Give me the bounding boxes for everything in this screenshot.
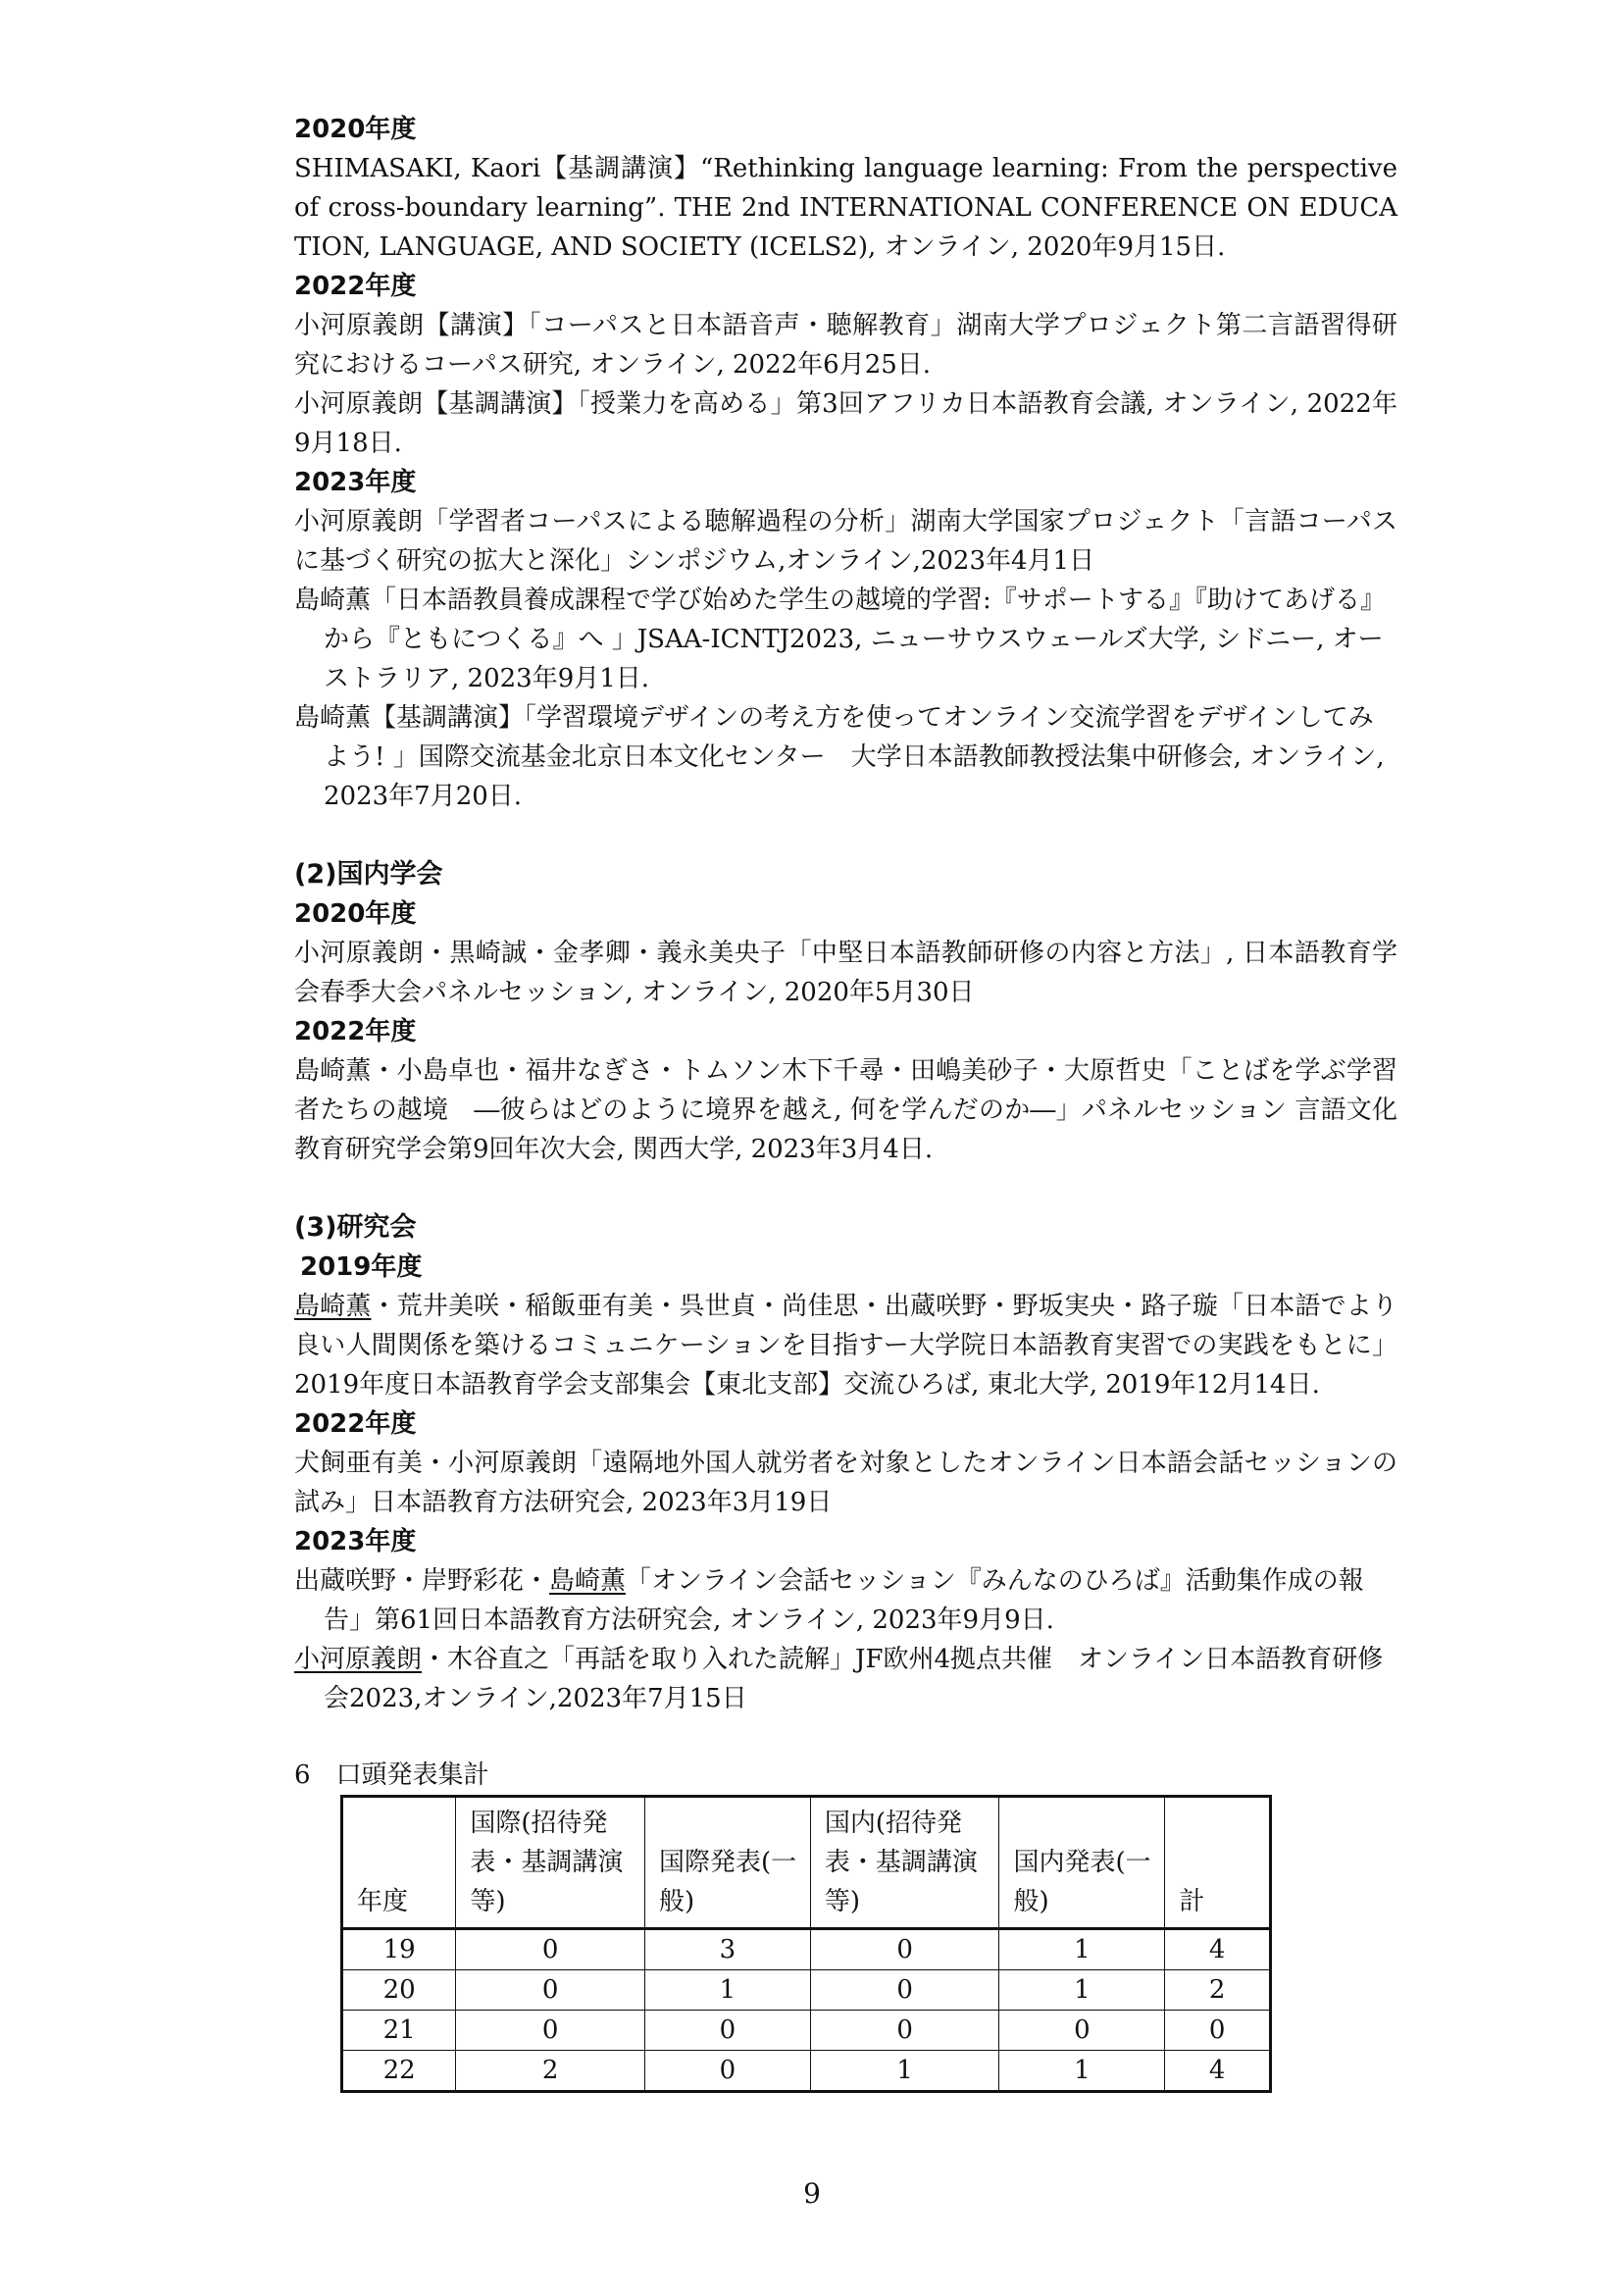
table-header: 年度 (342, 1797, 456, 1929)
summary-table (340, 1795, 1272, 2093)
entry-domestic-2020-1: 小河原義朗・黒崎誠・金孝卿・義永美央子「中堅日本語教師研修の内容と方法」, 日本語教育学会春季大会パネルセッション, オンライン, 2020年5月30日 (294, 939, 1397, 1007)
table-cell: 4 (1165, 2051, 1271, 2092)
year-heading-2019: 2019年度 (300, 1252, 423, 1282)
year-heading-2020: 2020年度 (294, 115, 417, 144)
table-cell: 1 (644, 1970, 810, 2011)
entry-workshop-2023-1 (294, 1561, 1397, 1640)
entry-intl-2022-1: 小河原義朗【講演】「コーパスと日本語音声・聴解教育」湖南大学プロジェクト第二言語習得研究におけるコーパス研究, オンライン, 2022年6月25日. (294, 311, 1397, 380)
section-heading-domestic: (2)国内学会 (294, 859, 443, 890)
entry-intl-2023-1: 小河原義朗「学習者コーパスによる聴解過程の分析」湖南大学国家プロジェクト「言語コーパスに基づく研究の拡大と深化」シンポジウム,オンライン,2023年4月1日 (294, 507, 1397, 576)
table-cell: 0 (810, 2011, 999, 2051)
entry-intl-2023-3: 島崎薫【基調講演】「学習環境デザインの考え方を使ってオンライン交流学習をデザインしてみよう! 」国際交流基金北京日本文化センター 大学日本語教師教授法集中研修会, オンライン, 2023年7月20日. (294, 703, 1385, 811)
table-cell: 0 (810, 1929, 999, 1970)
table-cell: 1 (810, 2051, 999, 2092)
table-cell: 22 (342, 2051, 456, 2092)
table-cell: 0 (644, 2051, 810, 2092)
table-row (342, 2051, 1271, 2092)
table-header: 国内(招待発表・基調講演等) (810, 1797, 999, 1929)
year-heading-2022: 2022年度 (294, 272, 417, 301)
author-underlined: 島崎薫 (294, 1292, 372, 1321)
entry-text: 「オンライン会話セッション『みんなのひろば』活動集作成の報告」第61回日本語教育方法研究会, オンライン, 2023年9月9日. (324, 1566, 1364, 1635)
table-cell: 0 (999, 2011, 1165, 2051)
entry-intl-2023-2: 島崎薫「日本語教員養成課程で学び始めた学生の越境的学習:『サポートする』『助けてあげる』から『ともにつくる』へ 」JSAA-ICNTJ2023, ニューサウスウェールズ大学, シドニー, オーストラリア, 2023年9月1日. (294, 586, 1386, 693)
author-underlined: 小河原義朗 (294, 1645, 423, 1674)
table-cell: 0 (456, 2011, 645, 2051)
entry-workshop-2023-2 (294, 1640, 1397, 1718)
entry-text: ・木谷直之「再話を取り入れた読解」JF欧州4拠点共催 オンライン日本語教育研修会2023,オンライン,2023年7月15日 (324, 1645, 1384, 1713)
table-row (342, 1929, 1271, 1970)
table-cell: 21 (342, 2011, 456, 2051)
entry-intl-2022-2: 小河原義朗【基調講演】「授業力を高める」第3回アフリカ日本語教育会議, オンライン, 2022年9月18日. (294, 389, 1397, 458)
entry-text: ・荒井美咲・稲飯亜有美・呉世貞・尚佳思・出蔵咲野・野坂実央・路子璇「日本語でより良い人間関係を築けるコミュニケーションを目指すー大学院日本語教育実習での実践をもとに」2019年度日本語教育学会支部集会【東北支部】交流ひろば, 東北大学, 2019年12月14日. (294, 1292, 1397, 1400)
summary-caption: 6 口頭発表集計 (294, 1760, 489, 1790)
table-cell: 2 (1165, 1970, 1271, 2011)
table-cell: 20 (342, 1970, 456, 2011)
document-body (294, 110, 1397, 2093)
entry-workshop-2019-1 (294, 1287, 1397, 1404)
table-cell: 1 (999, 1970, 1165, 2011)
table-cell: 0 (644, 2011, 810, 2051)
table-header: 国内発表(一般) (999, 1797, 1165, 1929)
year-heading-2023: 2023年度 (294, 1527, 417, 1556)
year-heading-2022: 2022年度 (294, 1409, 417, 1439)
table-cell: 1 (999, 1929, 1165, 1970)
table-cell: 0 (1165, 2011, 1271, 2051)
entry-text: 出蔵咲野・岸野彩花・ (294, 1566, 550, 1596)
entry-intl-2020-1: SHIMASAKI, Kaori【基調講演】“Rethinking language learning: From the perspective of cross-boundary learning”. THE 2nd INTERNATIONAL CONFERENCE ON EDUCATION, LANGUAGE, AND SOCIETY (ICELS2), オンライン, 2020年9月15日. (294, 154, 1397, 262)
table-cell: 1 (999, 2051, 1165, 2092)
year-heading-2022: 2022年度 (294, 1017, 417, 1046)
entry-domestic-2022-1: 島崎薫・小島卓也・福井なぎさ・トムソン木下千尋・田嶋美砂子・大原哲史「ことばを学ぶ学習者たちの越境 ―彼らはどのように境界を越え, 何を学んだのか―」パネルセッション 言語文化教育研究学会第9回年次大会, 関西大学, 2023年3月4日. (294, 1056, 1397, 1164)
table-cell: 0 (456, 1929, 645, 1970)
author-underlined: 島崎薫 (549, 1566, 627, 1596)
year-heading-2020: 2020年度 (294, 899, 417, 929)
section-heading-workshop: (3)研究会 (294, 1212, 417, 1243)
entry-workshop-2022-1: 犬飼亜有美・小河原義朗「遠隔地外国人就労者を対象としたオンライン日本語会話セッションの試み」日本語教育方法研究会, 2023年3月19日 (294, 1449, 1397, 1517)
table-cell: 0 (456, 1970, 645, 2011)
table-cell: 3 (644, 1929, 810, 1970)
table-cell: 4 (1165, 1929, 1271, 1970)
table-cell: 2 (456, 2051, 645, 2092)
table-cell: 19 (342, 1929, 456, 1970)
table-row (342, 1970, 1271, 2011)
table-cell: 0 (810, 1970, 999, 2011)
table-row (342, 2011, 1271, 2051)
table-header: 国際発表(一般) (644, 1797, 810, 1929)
year-heading-2023: 2023年度 (294, 468, 417, 497)
page-number: 9 (803, 2177, 821, 2210)
table-header-row (342, 1797, 1271, 1929)
table-header: 計 (1165, 1797, 1271, 1929)
table-header: 国際(招待発表・基調講演等) (456, 1797, 645, 1929)
